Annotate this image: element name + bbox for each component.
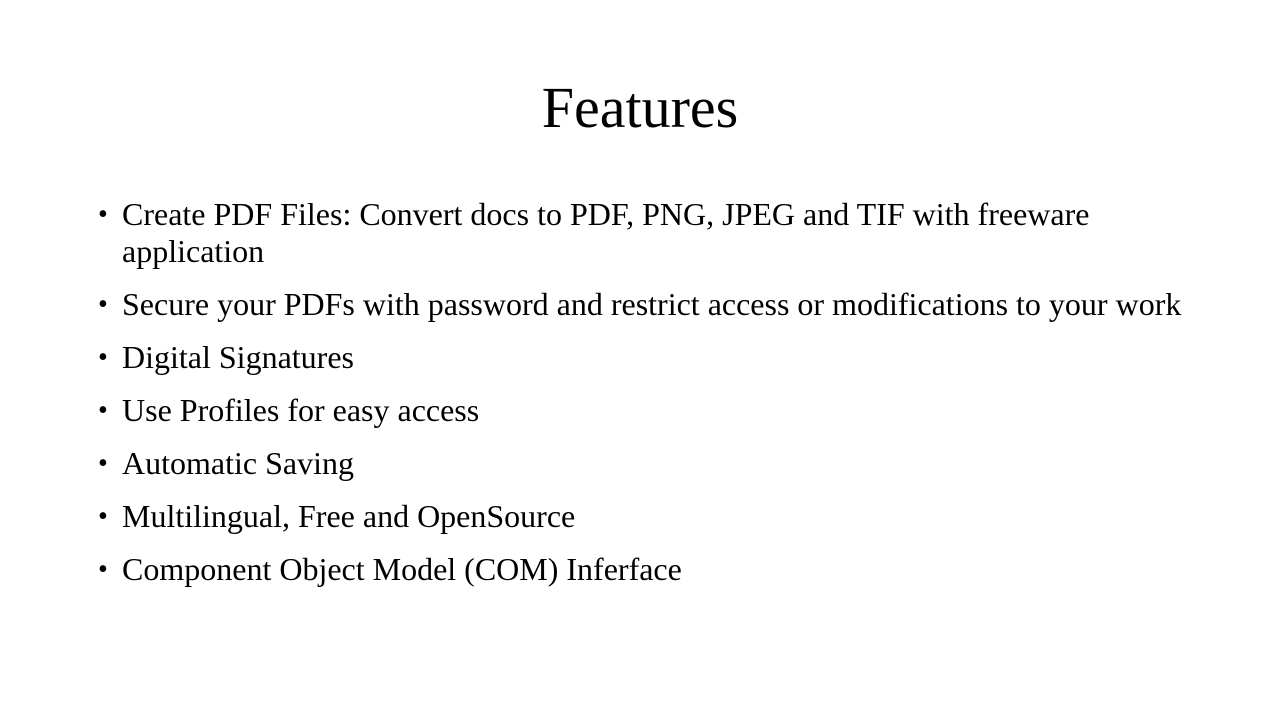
list-item-text: Automatic Saving: [122, 445, 354, 481]
slide-title: Features: [541, 75, 739, 140]
list-item-text: Create PDF Files: Convert docs to PDF, PNG, JPEG and TIF with freeware application: [122, 196, 1090, 269]
bullet-icon: •: [98, 199, 108, 230]
bullet-icon: •: [98, 501, 108, 532]
list-item-text: Secure your PDFs with password and restrict access or modifications to your work: [122, 286, 1182, 322]
list-item: [98, 286, 1208, 323]
list-item: [98, 498, 1208, 535]
list-item: [98, 392, 1208, 429]
list-item: [98, 196, 1208, 270]
bullet-icon: •: [98, 554, 108, 585]
list-item-text: Multilingual, Free and OpenSource: [122, 498, 576, 534]
bullet-icon: •: [98, 395, 108, 426]
list-item-text: Use Profiles for easy access: [122, 392, 480, 428]
bullet-icon: •: [98, 342, 108, 373]
bullet-icon: •: [98, 289, 108, 320]
list-item-text: Component Object Model (COM) Inferface: [122, 551, 682, 587]
list-item: [98, 339, 1208, 376]
feature-list: [98, 196, 1208, 604]
list-item-text: Digital Signatures: [122, 339, 354, 375]
list-item: [98, 551, 1208, 588]
list-item: [98, 445, 1208, 482]
bullet-icon: •: [98, 448, 108, 479]
